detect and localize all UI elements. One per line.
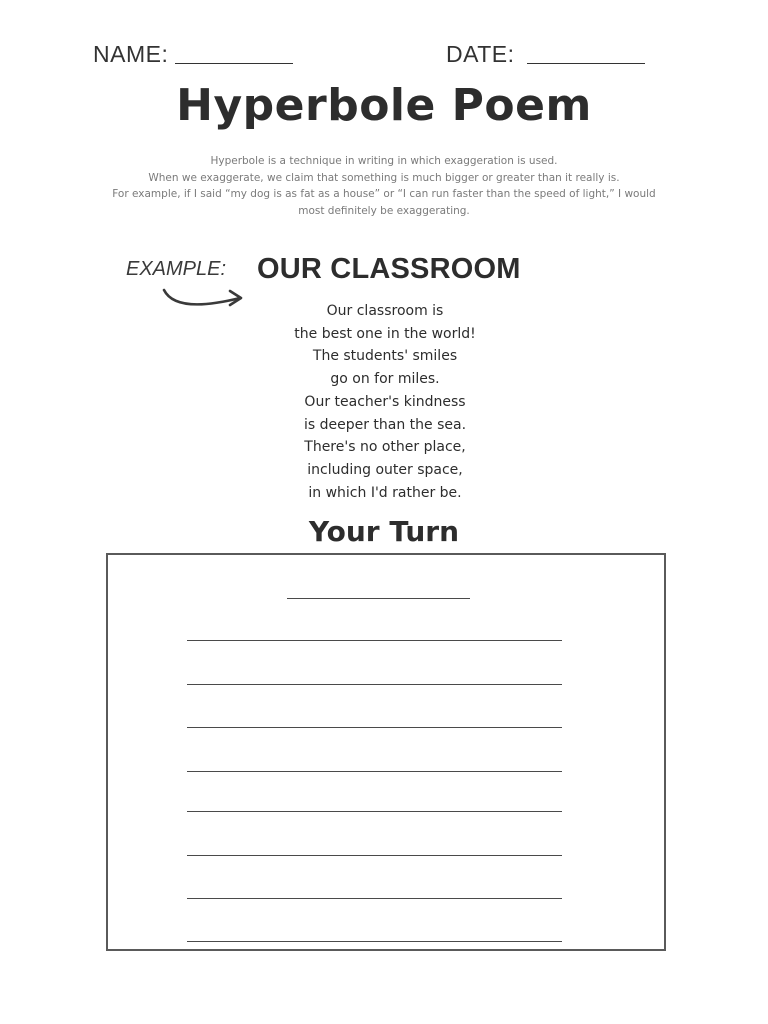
intro-line: For example, if I said “my dog is as fat as a house” or “I can run faster than the speed of light,” I would	[112, 188, 656, 200]
poem-title-write-line[interactable]	[287, 598, 470, 599]
intro-paragraph	[104, 153, 664, 219]
poem-write-line[interactable]	[187, 941, 562, 942]
poem-line: is deeper than the sea.	[303, 416, 467, 433]
your-turn-heading: Your Turn	[308, 515, 460, 548]
poem-write-line[interactable]	[187, 640, 562, 641]
poem-write-line[interactable]	[187, 684, 562, 685]
example-poem-title: OUR CLASSROOM	[257, 253, 521, 285]
poem-line: The students' smiles	[312, 348, 458, 365]
name-label: NAME:	[93, 41, 169, 67]
intro-line: most definitely be exaggerating.	[298, 204, 470, 217]
poem-write-line[interactable]	[187, 771, 562, 772]
poem-line: There's no other place,	[304, 439, 466, 456]
poem-write-line[interactable]	[187, 898, 562, 899]
intro-line: Hyperbole is a technique in writing in which exaggeration is used.	[210, 155, 558, 167]
poem-line: including outer space,	[307, 461, 463, 478]
poem-line: in which I'd rather be.	[308, 484, 462, 501]
poem-line: go on for miles.	[330, 371, 440, 388]
poem-write-line[interactable]	[187, 811, 562, 812]
date-label: DATE:	[446, 41, 515, 67]
example-label: EXAMPLE:	[126, 258, 227, 280]
example-poem	[235, 300, 535, 504]
intro-line: When we exaggerate, we claim that something is much bigger or greater than it really is.	[148, 171, 620, 184]
page-title: Hyperbole Poem	[176, 80, 592, 131]
name-field-line[interactable]	[175, 63, 293, 64]
poem-write-line[interactable]	[187, 727, 562, 728]
poem-line: Our teacher's kindness	[304, 393, 466, 410]
writing-box	[106, 553, 666, 951]
date-field-line[interactable]	[527, 63, 645, 64]
poem-line: the best one in the world!	[294, 325, 476, 342]
poem-write-line[interactable]	[187, 855, 562, 856]
poem-line: Our classroom is	[326, 303, 444, 319]
